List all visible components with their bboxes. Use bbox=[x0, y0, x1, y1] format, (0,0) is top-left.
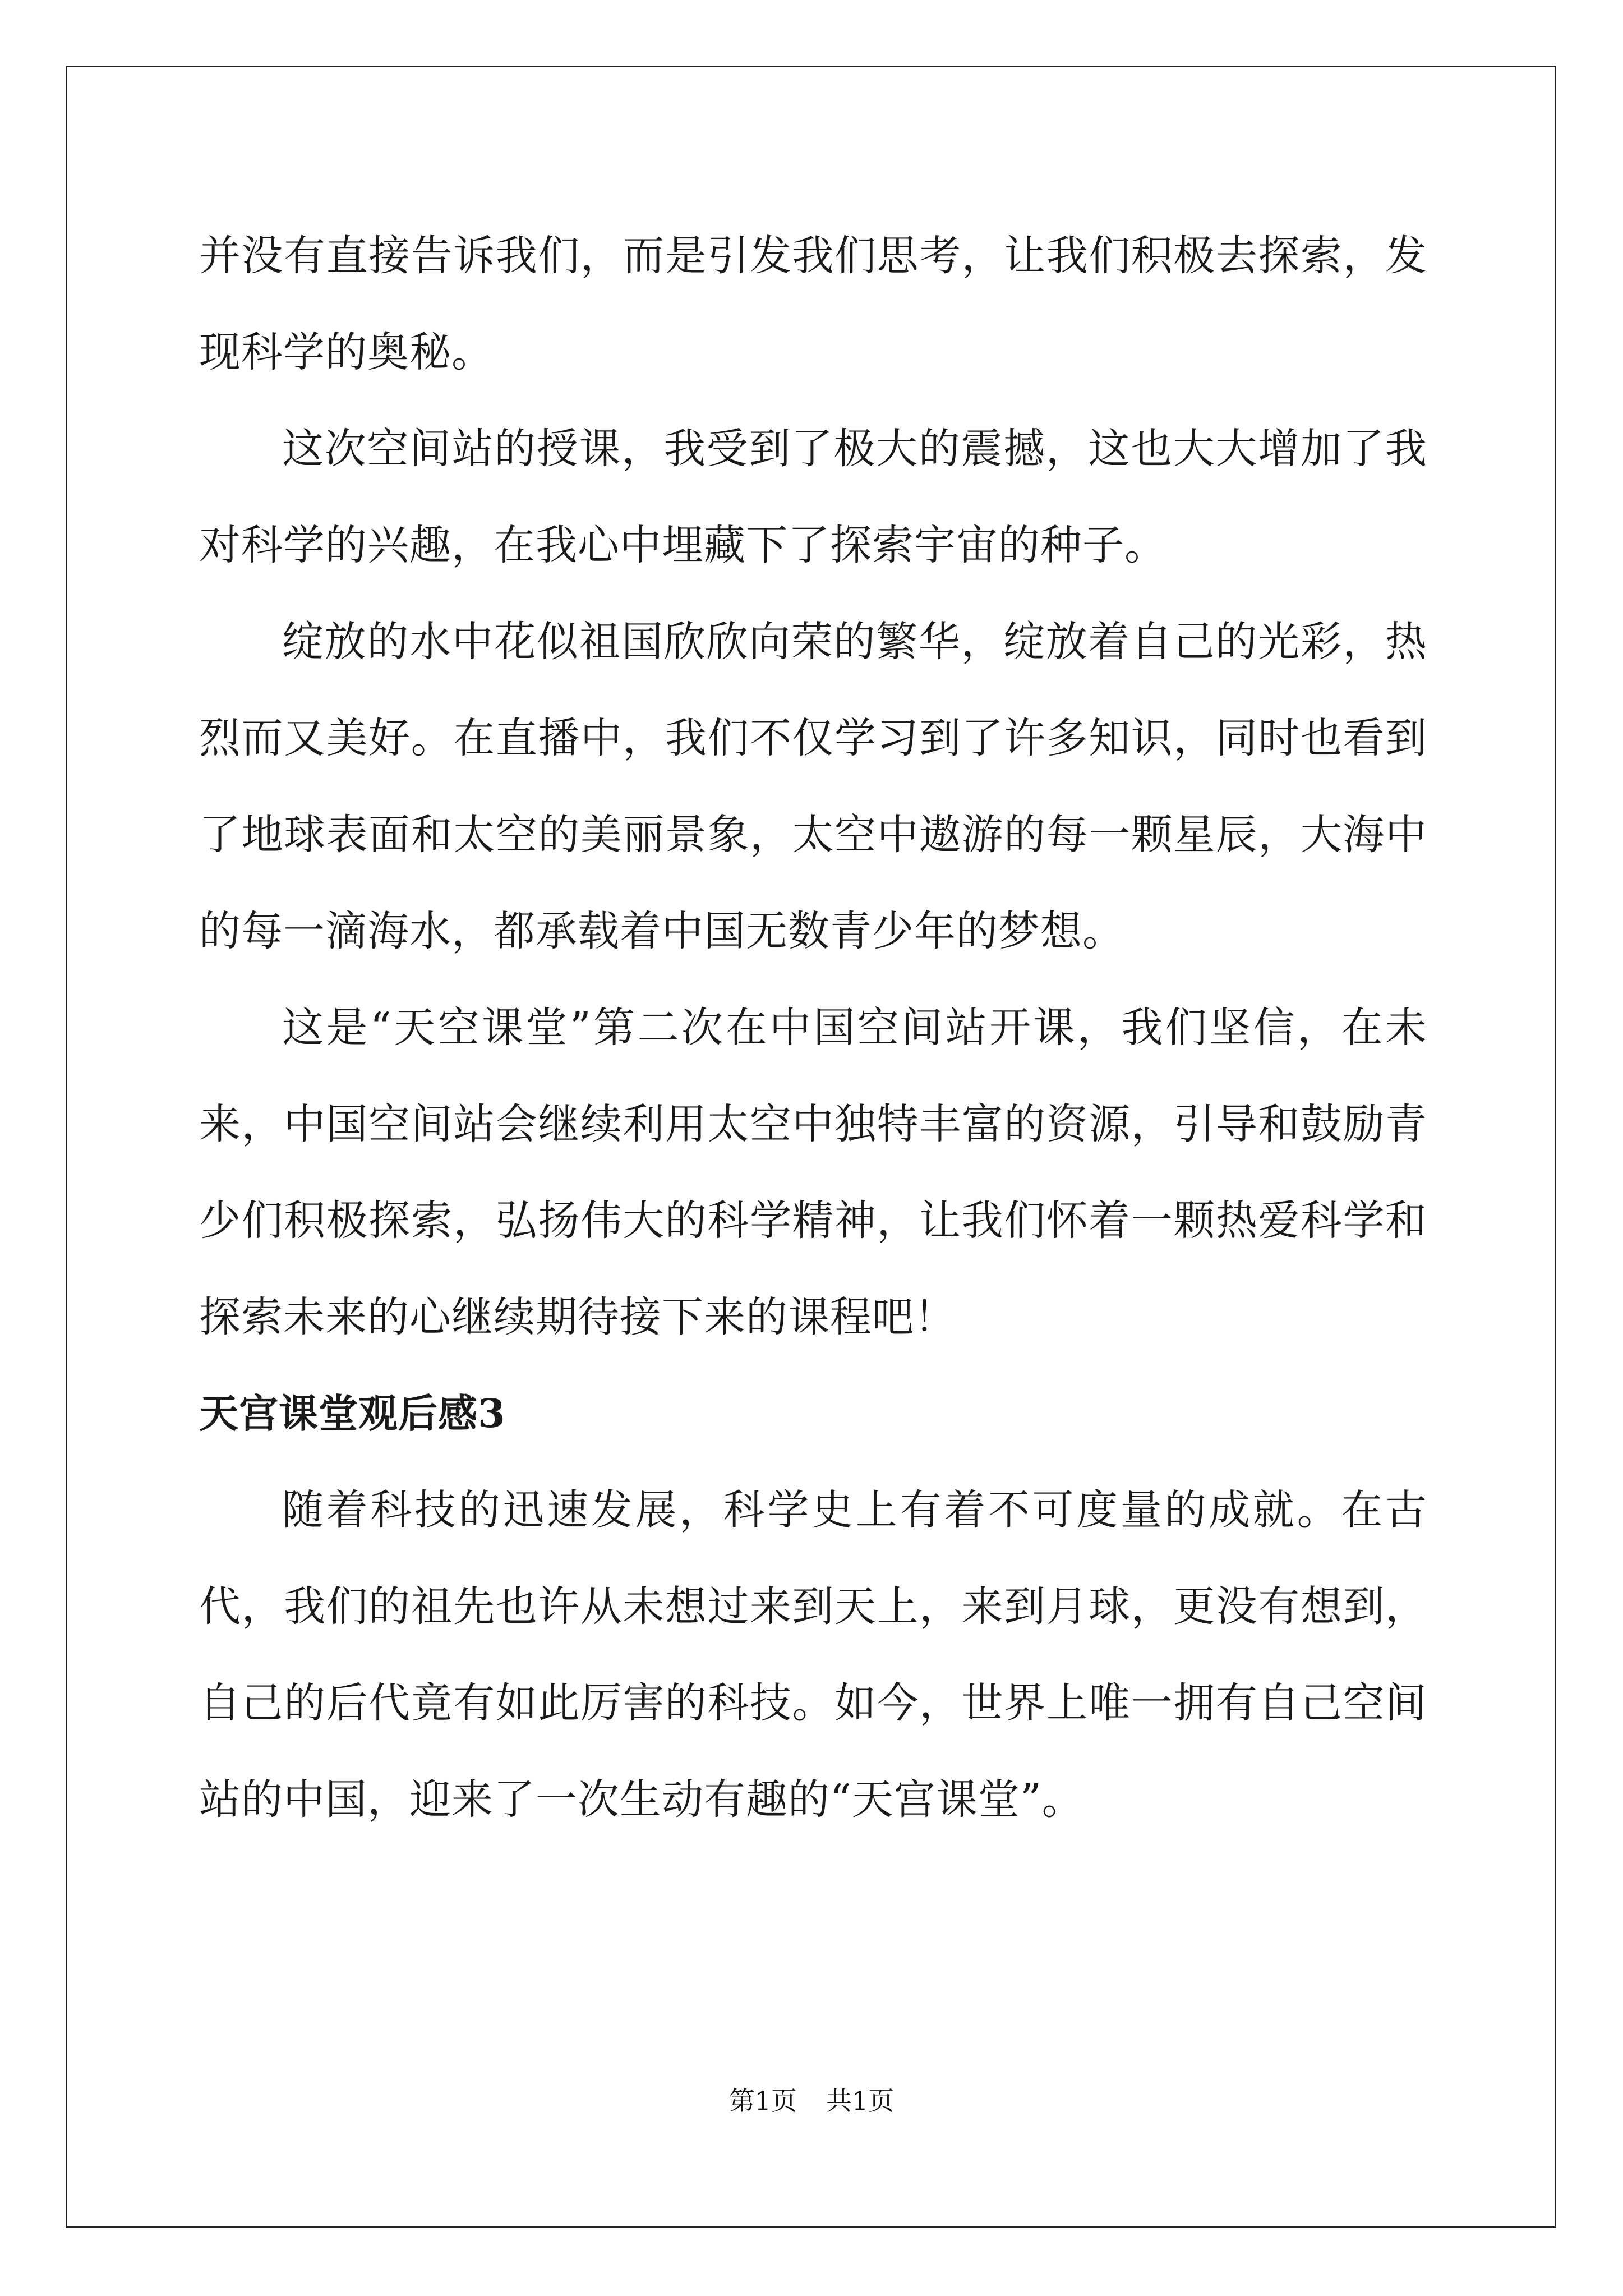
paragraph-space-station-lesson: 这次空间站的授课，我受到了极大的震撼，这也大大增加了我对科学的兴趣，在我心中埋藏下了探索宇宙的种子。 bbox=[199, 425, 1427, 569]
document-body bbox=[199, 208, 1427, 1848]
paragraph-water-flower: 绽放的水中花似祖国欣欣向荣的繁华，绽放着自己的光彩，热烈而又美好。在直播中，我们不仅学习到了许多知识，同时也看到了地球表面和太空的美丽景象，太空中遨游的每一颗星辰，大海中的每一滴海水，都承载着中国无数青少年的梦想。 bbox=[199, 618, 1427, 955]
page-footer bbox=[0, 2084, 1623, 2118]
page-total: 共1页 bbox=[826, 2086, 895, 2116]
paragraph-continued: 并没有直接告诉我们，而是引发我们思考，让我们积极去探索，发现科学的奥秘。 bbox=[199, 232, 1427, 376]
paragraph-tech-development: 随着科技的迅速发展，科学史上有着不可度量的成就。在古代，我们的祖先也许从未想过来到天上，来到月球，更没有想到，自己的后代竟有如此厉害的科技。如今，世界上唯一拥有自己空间站的中国，迎来了一次生动有趣的“天宫课堂”。 bbox=[199, 1486, 1427, 1824]
page-number: 第1页 bbox=[728, 2086, 797, 2116]
section-heading: 天宫课堂观后感3 bbox=[199, 1390, 506, 1437]
paragraph-sky-classroom: 这是“天空课堂”第二次在中国空间站开课，我们坚信，在未来，中国空间站会继续利用太空中独特丰富的资源，引导和鼓励青少们积极探索，弘扬伟大的科学精神，让我们怀着一颗热爱科学和探索未来的心继续期待接下来的课程吧！ bbox=[199, 1004, 1427, 1341]
